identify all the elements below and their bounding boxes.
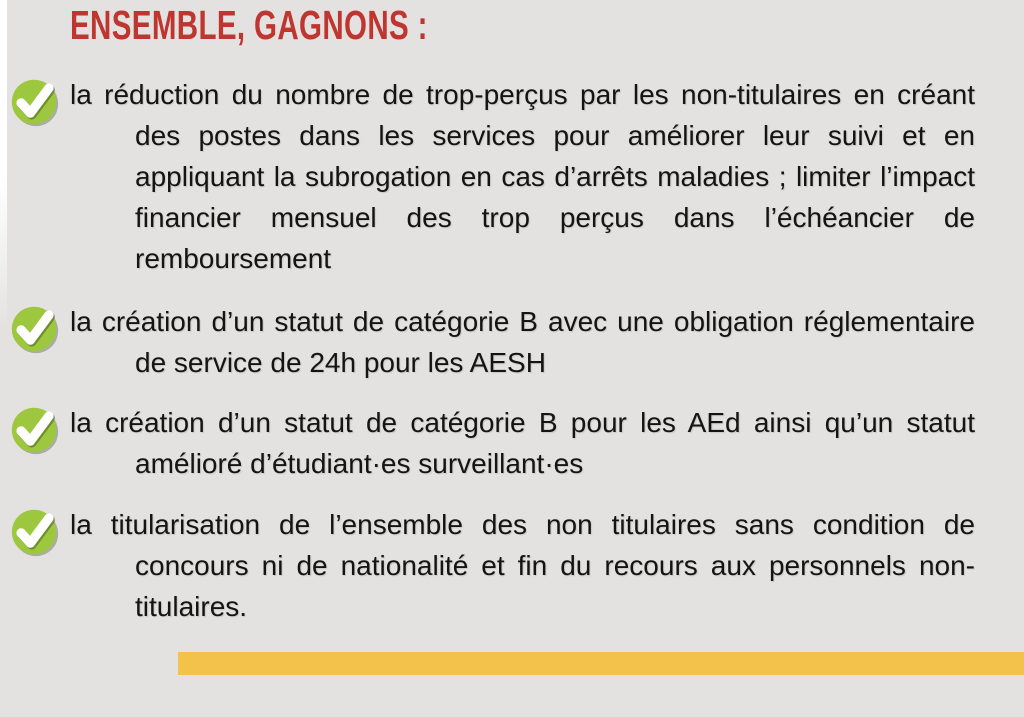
checklist-item: [0, 402, 1024, 484]
check-icon: [9, 303, 61, 355]
check-icon: [9, 404, 61, 456]
page-title: ENSEMBLE, GAGNONS :: [70, 2, 428, 48]
checklist-item-text: la création d’un statut de catégorie B avec une obligation réglementaire de service de 24h pour les AESH: [70, 306, 975, 378]
checklist-item-text: la réduction du nombre de trop-perçus par les non-titulaires en créant des postes dans les services pour améliorer leur suivi et en appliquant la subrogation en cas d’arrêts maladies ; limiter l’impact financier mensuel des trop perçus dans l’échéancier de remboursement: [70, 79, 975, 274]
checklist-item-text: la titularisation de l’ensemble des non titulaires sans condition de concours ni de nationalité et fin du recours aux personnels non-titulaires.: [70, 509, 975, 622]
check-icon: [9, 76, 61, 128]
checklist-item: [0, 301, 1024, 383]
yellow-accent-bar: [178, 652, 1024, 675]
checklist-item: [0, 74, 1024, 279]
checklist-item: [0, 504, 1024, 627]
checklist-item-text: la création d’un statut de catégorie B pour les AEd ainsi qu’un statut amélioré d’étudiant·es surveillant·es: [70, 407, 975, 479]
check-icon: [9, 506, 61, 558]
